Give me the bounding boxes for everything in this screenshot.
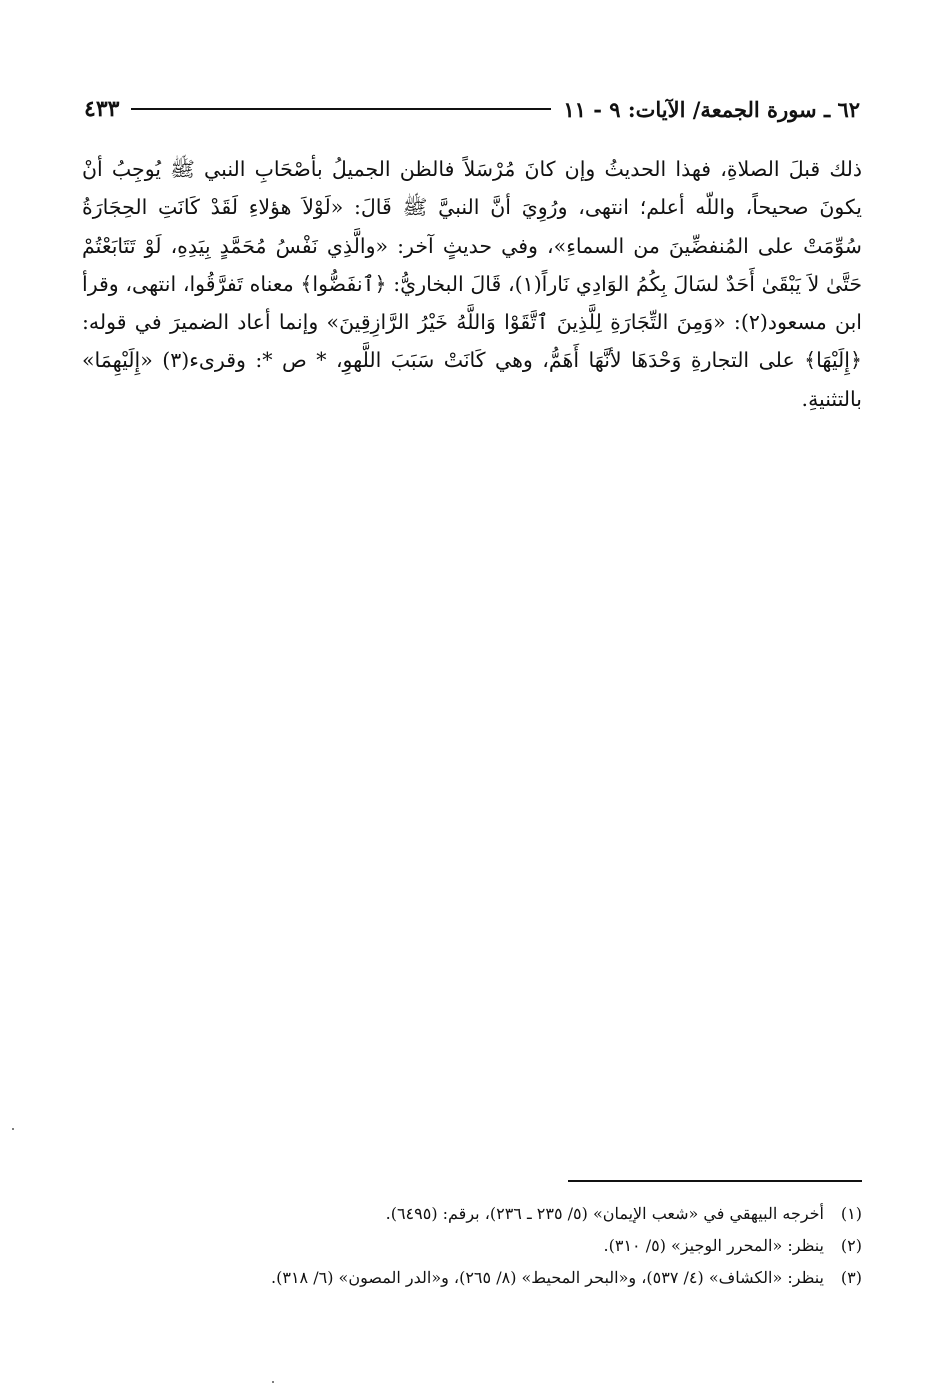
footnote-text: ينظر: «المحرر الوجيز» (٥/ ٣١٠). [603,1236,824,1255]
page-number: ٤٣٣ [84,96,120,122]
footnote-item [82,1198,862,1230]
footnote-item [82,1262,862,1294]
footnote-number: (٣) [840,1268,862,1287]
surah-title: ٦٢ ـ سورة الجمعة/ الآيات: ٩ - ١١ [563,96,860,122]
footnote-text: أخرجه البيهقي في «شعب الإيمان» (٥/ ٢٣٥ ـ ٢٣٦)، برقم: (٦٤٩٥). [385,1204,824,1223]
footnote-number: (١) [840,1204,862,1223]
footnotes [82,1198,862,1294]
footnote-item [82,1230,862,1262]
scan-speck [12,1128,14,1130]
header-rule [131,108,551,110]
scan-speck [272,1381,274,1383]
body-paragraph: ذلك قبلَ الصلاةِ، فهذا الحديثُ وإن كانَ مُرْسَلاً فالظن الجميلُ بأصْحَابِ النبي ﷺ يُوجِبُ أنْ يكونَ صحيحاً، واللّه أعلم؛ انتهى، ورُوِيَ أنَّ النبيَّ ﷺ قَالَ: «لَوْلاَ هؤلاءِ لَقَدْ كَانَتِ الحِجَارَةُ سُوِّمَتْ على المُنفضِّينَ من السماءِ»، وفي حديثٍ آخر: «والَّذِي نَفْسُ مُحَمَّدٍ بِيَدِهِ، لَوْ تَتَابَعْتُمْ حَتَّىٰ لاَ يَبْقَىٰ أَحَدٌ لسَالَ بِكُمُ الوَادِي نَاراً(١)، قَالَ البخاريُّ: ﴿ٱنفَضُّوا﴾ معناه تَفرَّقُوا، انتهى، وقرأ ابن مسعود(٢): «وَمِنَ التِّجَارَةِ لِلَّذِينَ ٱتَّقَوْا وَاللَّهُ خَيْرُ الرَّازِقِينَ» وإنما أعاد الضميرَ في قوله: ﴿إِلَيْهَا﴾ على التجارةِ وَحْدَهَا لأنَّهَا أَهَمُّ، وهي كَانَتْ سَبَبَ اللَّهوِ، * ص *: وقرىء(٣) «إِلَيْهِمَا» بالتثنيةِ. [82,157,862,411]
footnote-separator [568,1180,862,1182]
main-text [82,150,862,418]
running-header [84,92,860,126]
footnote-text: ينظر: «الكشاف» (٤/ ٥٣٧)، و«البحر المحيط» (٨/ ٢٦٥)، و«الدر المصون» (٦/ ٣١٨). [271,1268,824,1287]
footnote-number: (٢) [840,1236,862,1255]
